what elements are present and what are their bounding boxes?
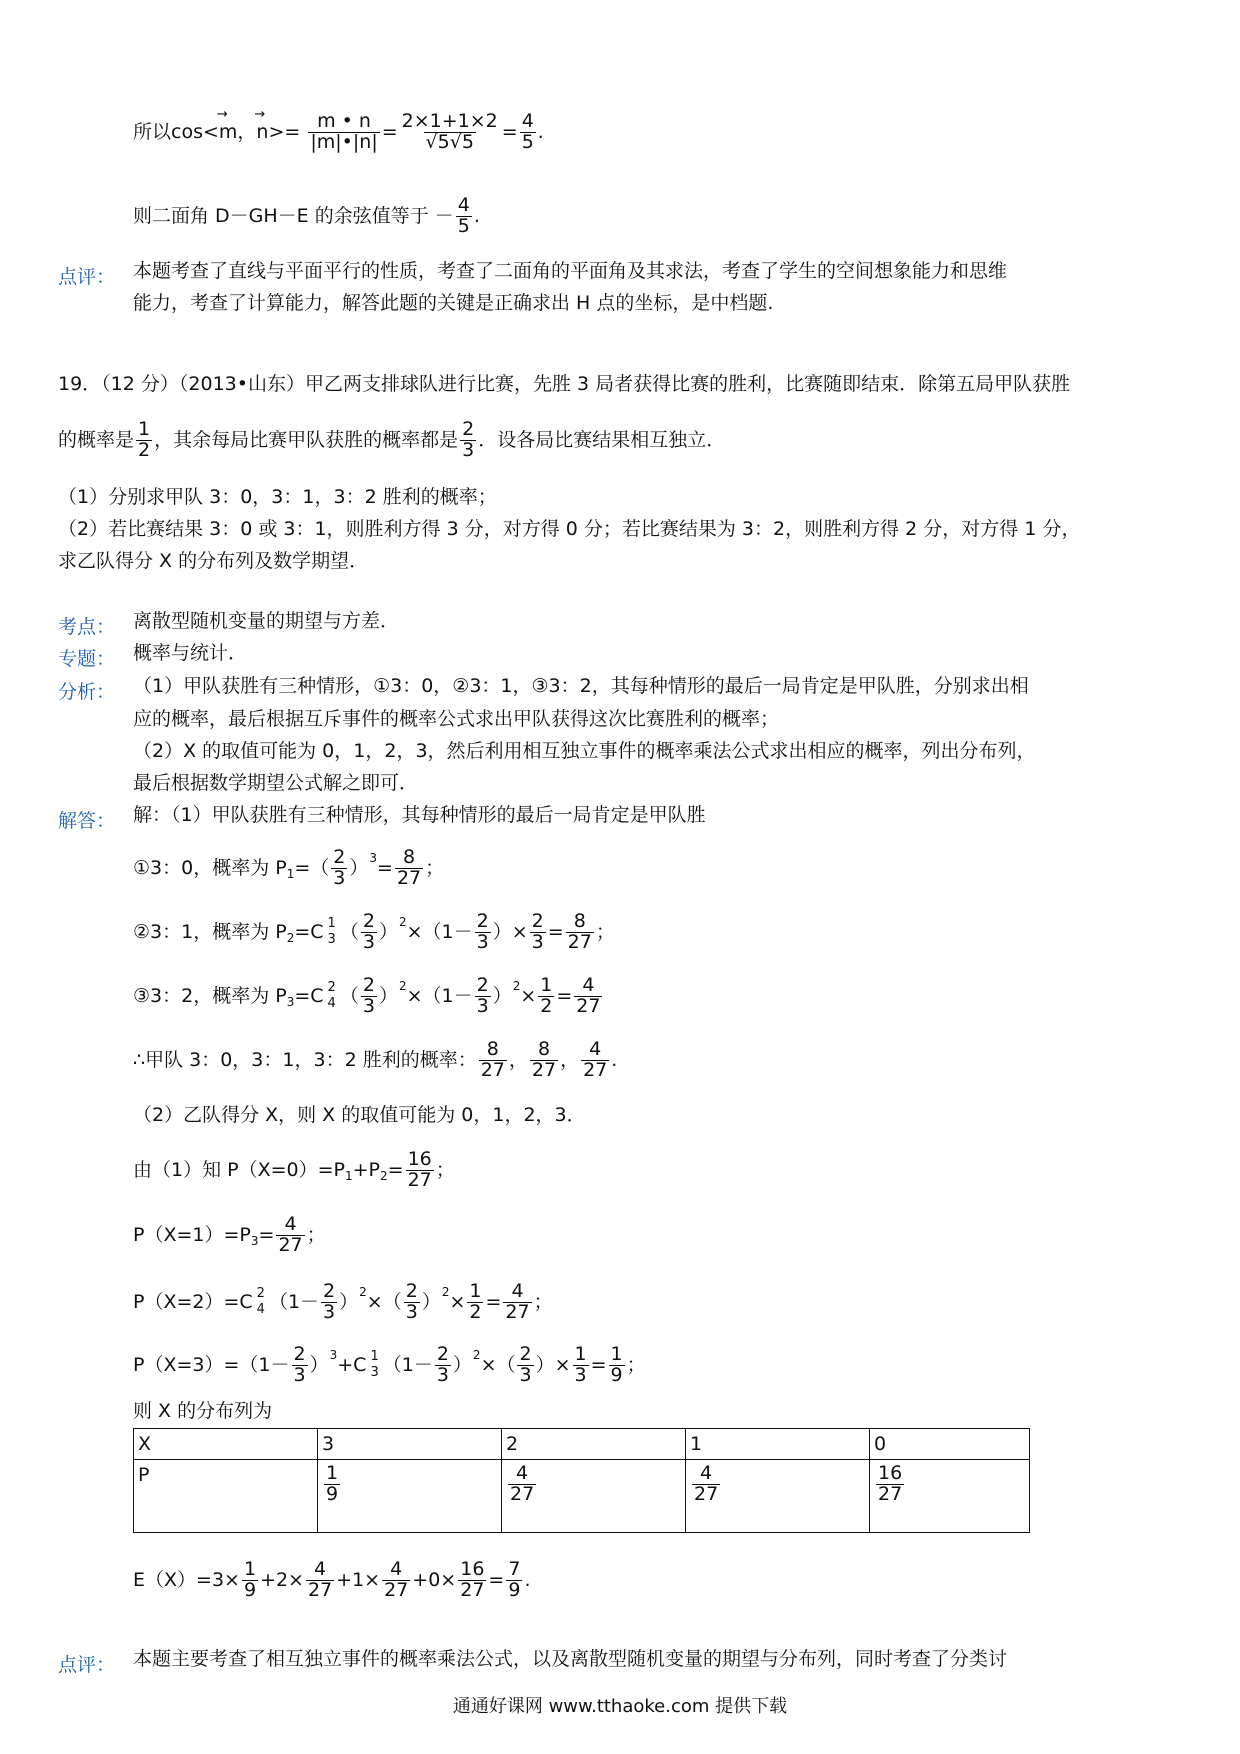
- kaodian-label: 考点：: [58, 616, 116, 638]
- text: ①3：0，概率为 P: [133, 856, 287, 879]
- frac-den: 9: [610, 1363, 623, 1386]
- text: ，: [560, 1048, 580, 1071]
- dihedral-line: [133, 196, 480, 237]
- binomial-index: [328, 980, 336, 1013]
- frac-den: 3: [362, 994, 375, 1017]
- part-2-intro: （2）乙队得分 X，则 X 的取值可能为 0，1，2，3．: [133, 1104, 586, 1126]
- exponent: 2: [398, 914, 407, 929]
- eq-sign: =: [501, 120, 518, 143]
- frac-num: 8: [403, 846, 416, 868]
- exponent: 3: [369, 850, 378, 865]
- frac-num: 4: [511, 1280, 524, 1302]
- frac-den: 27: [278, 1233, 303, 1256]
- binomial-index: [370, 1349, 378, 1382]
- text: ）×: [535, 1353, 571, 1376]
- frac-den: 27: [307, 1578, 333, 1601]
- fraction: [435, 1345, 451, 1386]
- frac-den: 9: [243, 1578, 257, 1601]
- text: ）×: [492, 920, 528, 943]
- fraction: [475, 976, 491, 1017]
- exponent: 2: [398, 978, 407, 993]
- cos-prefix: 所以cos<: [133, 120, 219, 143]
- bin-bottom: 3: [370, 1365, 379, 1381]
- fraction: [506, 1560, 522, 1601]
- text: （1－: [268, 1290, 320, 1313]
- eq-sign: =: [590, 1353, 607, 1376]
- distribution-intro: 则 X 的分布列为: [133, 1400, 273, 1422]
- table-header-p: P: [134, 1460, 318, 1533]
- frac-num: 2: [519, 1343, 532, 1365]
- table-row: [134, 1460, 1030, 1533]
- text: ×（: [366, 1290, 402, 1313]
- text: P（X=2）=C: [133, 1290, 253, 1313]
- frac-den: 27: [583, 1058, 608, 1081]
- prob-fraction-two-thirds: [460, 420, 476, 461]
- frac-den: 3: [323, 1300, 336, 1323]
- eq-sign: =: [485, 1290, 502, 1313]
- therefore-line: [133, 1040, 617, 1081]
- vector-m: → m: [219, 123, 238, 142]
- frac-den: 2: [469, 1300, 482, 1323]
- bin-top: 1: [327, 916, 336, 932]
- cos-fraction-1: [308, 112, 379, 153]
- frac-den: 3: [574, 1363, 587, 1386]
- fraction: [458, 1560, 486, 1601]
- subscript: 1: [286, 866, 295, 881]
- frac-num: 2: [293, 1343, 306, 1365]
- fenxi-line-2: 应的概率，最后根据互斥事件的概率公式求出甲队获得这次比赛胜利的概率；: [133, 708, 780, 730]
- frac-num: 4: [390, 1558, 403, 1580]
- fraction: [479, 1040, 507, 1081]
- frac-den: 9: [326, 1482, 339, 1505]
- frac-den: 27: [460, 1578, 485, 1601]
- cos-close: >=: [268, 120, 301, 143]
- comment-bottom: 本题主要考查了相互独立事件的概率乘法公式，以及离散型随机变量的期望与分布列，同时考查了分类讨: [133, 1648, 1008, 1670]
- text: =C: [294, 920, 324, 943]
- fraction: [581, 1040, 609, 1081]
- expectation-line: [133, 1560, 530, 1601]
- binomial-index: [257, 1286, 265, 1319]
- frac-num: 2: [531, 910, 544, 932]
- text: ；: [435, 1158, 455, 1181]
- table-row: [134, 1429, 1030, 1460]
- eq-sign: =: [547, 920, 564, 943]
- fenxi-line-1: （1）甲队获胜有三种情形，①3：0，②3：1，③3：2，其每种情形的最后一局肯定是甲队胜，分别求出相: [133, 675, 1029, 697]
- frac-num: 4: [521, 110, 534, 132]
- text: 由（1）知 P（X=0）=P: [133, 1158, 345, 1181]
- dihedral-text: 则二面角 D－GH－E 的余弦值等于 －: [133, 204, 454, 227]
- frac-num: 8: [537, 1038, 551, 1060]
- frac-num: 8: [573, 910, 586, 932]
- prob-fraction-half: [136, 420, 152, 461]
- text: ；: [306, 1223, 326, 1246]
- bin-top: 1: [370, 1349, 379, 1365]
- frac-den: 27: [407, 1168, 432, 1191]
- eq-sign: =: [556, 984, 573, 1007]
- fraction: [404, 1282, 420, 1323]
- text: ）: [339, 1290, 359, 1313]
- zhuanti-text: 概率与统计．: [133, 642, 248, 664]
- frac-num: 2: [333, 846, 346, 868]
- text: ）: [349, 856, 369, 879]
- eq-sign: =: [381, 120, 398, 143]
- table-cell: [686, 1460, 870, 1533]
- period: .: [473, 204, 480, 227]
- table-cell: 0: [870, 1429, 1030, 1460]
- frac-den: 2: [540, 994, 553, 1017]
- frac-den: 3: [519, 1363, 532, 1386]
- cos-fraction-2: [400, 112, 500, 153]
- frac-num: 1: [469, 1280, 482, 1302]
- cosine-formula: [133, 112, 544, 153]
- text: （1－: [382, 1353, 433, 1376]
- fraction: [530, 1040, 558, 1081]
- fraction: [395, 848, 423, 889]
- frac-den: 3: [293, 1363, 306, 1386]
- bin-top: 2: [327, 980, 336, 996]
- frac-den: 27: [384, 1578, 409, 1601]
- frac-num: 7: [508, 1558, 521, 1580]
- px0-line: [133, 1150, 455, 1191]
- text: ×: [520, 984, 537, 1007]
- fraction: [566, 912, 594, 953]
- text: ；: [595, 920, 615, 943]
- frac-num: m • n: [317, 110, 371, 132]
- fenxi-label: 分析：: [58, 681, 116, 703]
- subscript: 1: [345, 1168, 353, 1183]
- frac-num: 1: [138, 418, 151, 440]
- frac-num: 4: [516, 1462, 529, 1484]
- question-1: （1）分别求甲队 3：0，3：1，3：2 胜利的概率；: [58, 486, 497, 508]
- text: ；: [425, 856, 445, 879]
- frac-num: 16: [878, 1462, 903, 1484]
- frac-num: 1: [574, 1343, 587, 1365]
- frac-den: 3: [462, 438, 475, 461]
- frac-num: 2: [405, 1280, 418, 1302]
- fraction: [292, 1345, 308, 1386]
- px1-line: [133, 1215, 326, 1256]
- text: =（: [294, 856, 330, 879]
- table-cell: 1: [686, 1429, 870, 1460]
- table-cell: [870, 1460, 1030, 1533]
- bin-bottom: 3: [327, 932, 336, 948]
- frac-den: √5√5: [425, 130, 474, 153]
- frac-den: 3: [362, 930, 375, 953]
- fraction: [876, 1464, 904, 1505]
- eq-sign: =: [258, 1223, 275, 1246]
- text: +2×: [260, 1568, 304, 1591]
- comment-line-2: 能力，考查了计算能力，解答此题的关键是正确求出 H 点的坐标，是中档题.: [133, 292, 774, 314]
- text: ；: [533, 1290, 553, 1313]
- frac-num: 8: [486, 1038, 499, 1060]
- fraction: [361, 976, 377, 1017]
- subscript: 3: [250, 1233, 259, 1248]
- text: ×: [449, 1290, 466, 1313]
- frac-num: 2: [476, 974, 489, 996]
- text: E（X）=3×: [133, 1568, 240, 1591]
- frac-den: 27: [567, 930, 592, 953]
- frac-den: 27: [878, 1482, 903, 1505]
- case-3-2: [133, 976, 604, 1017]
- text: 的概率是: [58, 428, 135, 451]
- subscript: 2: [380, 1168, 388, 1183]
- frac-num: 2: [436, 1343, 449, 1365]
- frac-num: 1: [326, 1462, 339, 1484]
- frac-den: 2: [138, 438, 151, 461]
- fraction: [382, 1560, 410, 1601]
- question-2-line-1: （2）若比赛结果 3：0 或 3：1，则胜利方得 3 分，对方得 0 分；若比赛结果为 3：2，则胜利方得 2 分，对方得 1 分，: [58, 518, 1081, 540]
- px2-line: [133, 1282, 553, 1323]
- fenxi-line-4: 最后根据数学期望公式解之即可．: [133, 772, 419, 794]
- text: ）: [492, 984, 512, 1007]
- text: （: [339, 984, 359, 1007]
- text: P（X=3）=（1－: [133, 1353, 290, 1376]
- eq-sign: =: [387, 1158, 404, 1181]
- table-cell: [502, 1460, 686, 1533]
- text: +C: [337, 1353, 367, 1376]
- frac-den: 9: [508, 1578, 521, 1601]
- fraction: [242, 1560, 258, 1601]
- table-cell: 2: [502, 1429, 686, 1460]
- frac-num: 1: [243, 1558, 257, 1580]
- fraction: [406, 1150, 434, 1191]
- frac-den: 27: [510, 1482, 535, 1505]
- text: P（X=1）=P: [133, 1223, 251, 1246]
- bin-top: 2: [256, 1286, 265, 1302]
- fraction: [321, 1282, 337, 1323]
- frac-num: 1: [610, 1343, 623, 1365]
- frac-num: 4: [457, 194, 470, 216]
- exponent: 2: [359, 1284, 367, 1299]
- text: ）: [378, 920, 398, 943]
- frac-num: 2: [362, 910, 375, 932]
- text: ②3：1，概率为 P: [133, 920, 287, 943]
- text: ）: [309, 1353, 329, 1376]
- frac-den: 3: [531, 930, 544, 953]
- exponent: 2: [441, 1284, 450, 1299]
- fraction: [574, 976, 602, 1017]
- frac-num: 2: [476, 910, 489, 932]
- frac-den: 3: [405, 1300, 418, 1323]
- frac-den: 5: [457, 214, 470, 237]
- binomial-index: [328, 916, 336, 949]
- frac-den: 27: [576, 994, 601, 1017]
- frac-num: 2: [462, 418, 475, 440]
- frac-num: 4: [582, 974, 595, 996]
- dihedral-fraction: [456, 196, 472, 237]
- fenxi-line-3: （2）X 的取值可能为 0，1，2，3，然后利用相互独立事件的概率乘法公式求出相应的概率，列出分布列，: [133, 740, 1036, 762]
- fraction: [361, 912, 377, 953]
- frac-num: 2: [362, 974, 375, 996]
- fraction: [503, 1282, 531, 1323]
- comment-line-1: 本题考查了直线与平面平行的性质，考查了二面角的平面角及其求法，考查了学生的空间想象能力和思维: [133, 260, 1008, 282]
- frac-den: 3: [476, 994, 489, 1017]
- text: ）: [452, 1353, 472, 1376]
- fraction: [467, 1282, 483, 1323]
- text: +1×: [336, 1568, 381, 1591]
- exponent: 2: [472, 1347, 481, 1362]
- frac-num: 4: [284, 1213, 297, 1235]
- fraction: [692, 1464, 720, 1505]
- frac-den: 27: [531, 1058, 557, 1081]
- problem-line-1: 19．（12 分）（2013•山东）甲乙两支排球队进行比赛，先胜 3 局者获得比赛的胜利，比赛随即结束．除第五局甲队获胜: [58, 373, 1071, 395]
- solution-intro: 解：（1）甲队获胜有三种情形，其每种情形的最后一局肯定是甲队胜: [133, 804, 706, 826]
- exponent: 2: [512, 978, 521, 993]
- text: ）: [378, 984, 398, 1007]
- fraction: [508, 1464, 536, 1505]
- text: +P: [352, 1158, 381, 1181]
- fraction: [517, 1345, 533, 1386]
- table-header-x: X: [134, 1429, 318, 1460]
- text: =C: [294, 984, 324, 1007]
- frac-den: |m|•|n|: [310, 130, 378, 153]
- eq-sign: =: [488, 1568, 505, 1591]
- question-2-line-2: 求乙队得分 X 的分布列及数学期望．: [58, 550, 369, 572]
- text: ×（: [480, 1353, 516, 1376]
- eq-sign: =: [377, 856, 393, 879]
- solution-label: 解答：: [58, 810, 116, 832]
- text: （: [339, 920, 359, 943]
- bin-bottom: 4: [327, 996, 336, 1012]
- text: .: [524, 1568, 531, 1591]
- fraction: [331, 848, 347, 889]
- cos-fraction-3: [520, 112, 536, 153]
- frac-den: 27: [694, 1482, 719, 1505]
- period: .: [537, 120, 544, 143]
- zhuanti-label: 专题：: [58, 648, 116, 670]
- text: ，: [508, 1048, 528, 1071]
- case-3-1: [133, 912, 615, 953]
- text: ）: [421, 1290, 441, 1313]
- frac-num: 16: [460, 1558, 485, 1580]
- text: +0×: [412, 1568, 457, 1591]
- subscript: 2: [286, 930, 295, 945]
- fraction: [306, 1560, 334, 1601]
- fraction: [573, 1345, 589, 1386]
- bin-bottom: 4: [256, 1302, 265, 1318]
- text: ；: [626, 1353, 646, 1376]
- frac-den: 27: [505, 1300, 530, 1323]
- comment-label-top: 点评：: [58, 266, 116, 288]
- subscript: 3: [286, 994, 295, 1009]
- fraction: [609, 1345, 625, 1386]
- frac-den: 27: [480, 1058, 505, 1081]
- text: ∴甲队 3：0，3：1，3：2 胜利的概率：: [133, 1048, 477, 1071]
- text: ×（1－: [406, 984, 473, 1007]
- frac-den: 5: [521, 130, 534, 153]
- frac-den: 3: [436, 1363, 449, 1386]
- cos-sep: ，: [237, 120, 257, 143]
- fraction: [530, 912, 546, 953]
- fraction: [324, 1464, 340, 1505]
- vector-n: → n: [256, 123, 268, 142]
- exponent: 3: [329, 1347, 338, 1362]
- text: .: [611, 1048, 618, 1071]
- text: ，其余每局比赛甲队获胜的概率都是: [154, 428, 459, 451]
- frac-num: 4: [589, 1038, 602, 1060]
- comment-label-bottom: 点评：: [58, 1654, 116, 1676]
- text: ×（1－: [406, 920, 473, 943]
- case-3-0: [133, 848, 444, 889]
- fraction: [538, 976, 554, 1017]
- table-cell: [318, 1460, 502, 1533]
- text: ．设各局比赛结果相互独立．: [478, 428, 726, 451]
- distribution-table: [133, 1428, 1030, 1533]
- frac-num: 2×1+1×2: [401, 110, 498, 132]
- problem-line-2: [58, 420, 725, 461]
- table-cell: 3: [318, 1429, 502, 1460]
- frac-den: 3: [333, 866, 346, 889]
- px3-line: [133, 1345, 646, 1386]
- frac-num: 4: [700, 1462, 713, 1484]
- fraction: [475, 912, 491, 953]
- fraction: [276, 1215, 304, 1256]
- frac-den: 3: [476, 930, 489, 953]
- frac-num: 2: [323, 1280, 336, 1302]
- frac-num: 16: [407, 1148, 432, 1170]
- frac-num: 1: [540, 974, 553, 996]
- frac-den: 27: [396, 866, 422, 889]
- frac-num: 4: [314, 1558, 327, 1580]
- text: ③3：2，概率为 P: [133, 984, 287, 1007]
- kaodian-text: 离散型随机变量的期望与方差．: [133, 610, 400, 632]
- page-footer: 通通好课网 www.tthaoke.com 提供下载: [452, 1696, 788, 1717]
